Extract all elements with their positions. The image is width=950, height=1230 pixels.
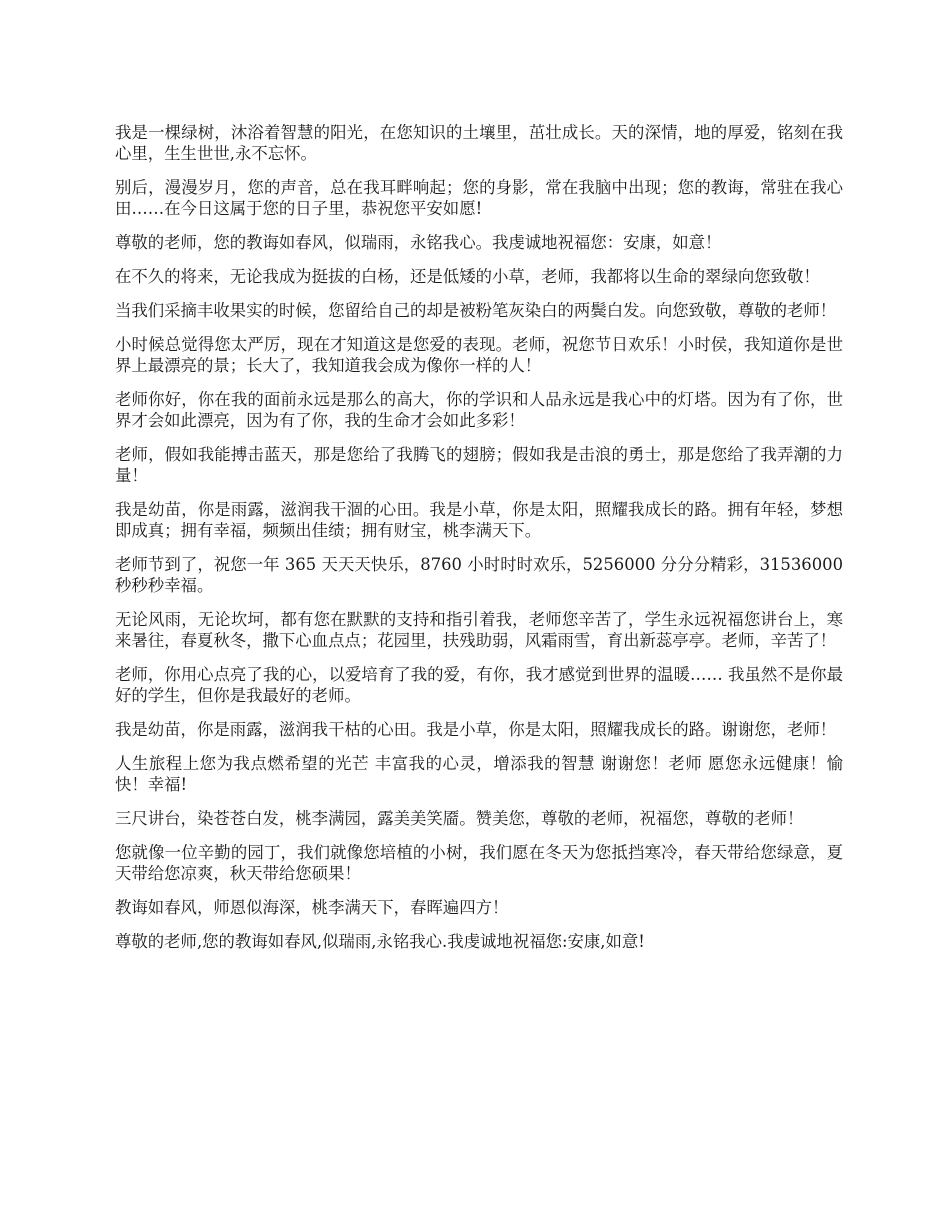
paragraph: 老师，你用心点亮了我的心，以爱培育了我的爱，有你，我才感觉到世界的温暖…… 我虽然不是你最好的学生，但你是我最好的老师。 bbox=[115, 665, 843, 705]
paragraph: 尊敬的老师,您的教诲如春风,似瑞雨,永铭我心.我虔诚地祝福您:安康,如意! bbox=[115, 932, 645, 951]
paragraph: 教诲如春风，师恩似海深，桃李满天下，春晖遍四方！ bbox=[115, 898, 509, 917]
paragraph: 三尺讲台，染苍苍白发，桃李满园，露美美笑靥。赞美您，尊敬的老师，祝福您，尊敬的老师！ bbox=[115, 809, 804, 828]
paragraph: 我是幼苗，你是雨露，滋润我干枯的心田。我是小草，你是太阳，照耀我成长的路。谢谢您，老师！ bbox=[115, 720, 837, 739]
paragraph: 我是一棵绿树，沐浴着智慧的阳光，在您知识的土壤里，茁壮成长。天的深情，地的厚爱，铭刻在我心里，生生世世,永不忘怀。 bbox=[115, 123, 843, 163]
paragraph: 小时候总觉得您太严厉，现在才知道这是您爱的表现。老师，祝您节日欢乐！小时侯，我知道你是世界上最漂亮的景；长大了，我知道我会成为像你一样的人！ bbox=[115, 335, 843, 375]
paragraph: 无论风雨，无论坎坷，都有您在默默的支持和指引着我，老师您辛苦了，学生永远祝福您讲台上，寒来暑往，春夏秋冬，撒下心血点点；花园里，扶残助弱，风霜雨雪，育出新蕊亭亭。老师，辛苦了！ bbox=[115, 610, 843, 650]
paragraph: 您就像一位辛勤的园丁，我们就像您培植的小树，我们愿在冬天为您抵挡寒冷，春天带给您绿意，夏天带给您凉爽，秋天带给您硕果！ bbox=[115, 843, 843, 883]
paragraph: 尊敬的老师，您的教诲如春风，似瑞雨，永铭我心。我虔诚地祝福您：安康，如意！ bbox=[115, 233, 722, 252]
paragraph: 老师你好，你在我的面前永远是那么的高大，你的学识和人品永远是我心中的灯塔。因为有了你，世界才会如此漂亮，因为有了你，我的生命才会如此多彩！ bbox=[115, 390, 843, 430]
paragraph: 老师节到了，祝您一年 365 天天天快乐，8760 小时时时欢乐，5256000 分分分精彩，31536000 秒秒秒幸福。 bbox=[115, 555, 843, 595]
paragraph: 当我们采摘丰收果实的时候，您留给自己的却是被粉笔灰染白的两鬓白发。向您致敬，尊敬的老师！ bbox=[115, 301, 837, 320]
paragraph: 我是幼苗，你是雨露，滋润我干涸的心田。我是小草，你是太阳，照耀我成长的路。拥有年轻，梦想即成真；拥有幸福，频频出佳绩；拥有财宝，桃李满天下。 bbox=[115, 500, 843, 540]
paragraph: 老师，假如我能搏击蓝天，那是您给了我腾飞的翅膀；假如我是击浪的勇士，那是您给了我弄潮的力量！ bbox=[115, 445, 843, 485]
document-body bbox=[115, 122, 843, 965]
paragraph: 在不久的将来，无论我成为挺拔的白杨，还是低矮的小草，老师，我都将以生命的翠绿向您致敬！ bbox=[115, 267, 820, 286]
paragraph: 人生旅程上您为我点燃希望的光芒 丰富我的心灵，增添我的智慧 谢谢您！老师 愿您永远健康！愉快！幸福! bbox=[115, 754, 843, 794]
paragraph: 别后，漫漫岁月，您的声音，总在我耳畔响起；您的身影，常在我脑中出现；您的教诲，常驻在我心田……在今日这属于您的日子里，恭祝您平安如愿! bbox=[115, 178, 843, 218]
